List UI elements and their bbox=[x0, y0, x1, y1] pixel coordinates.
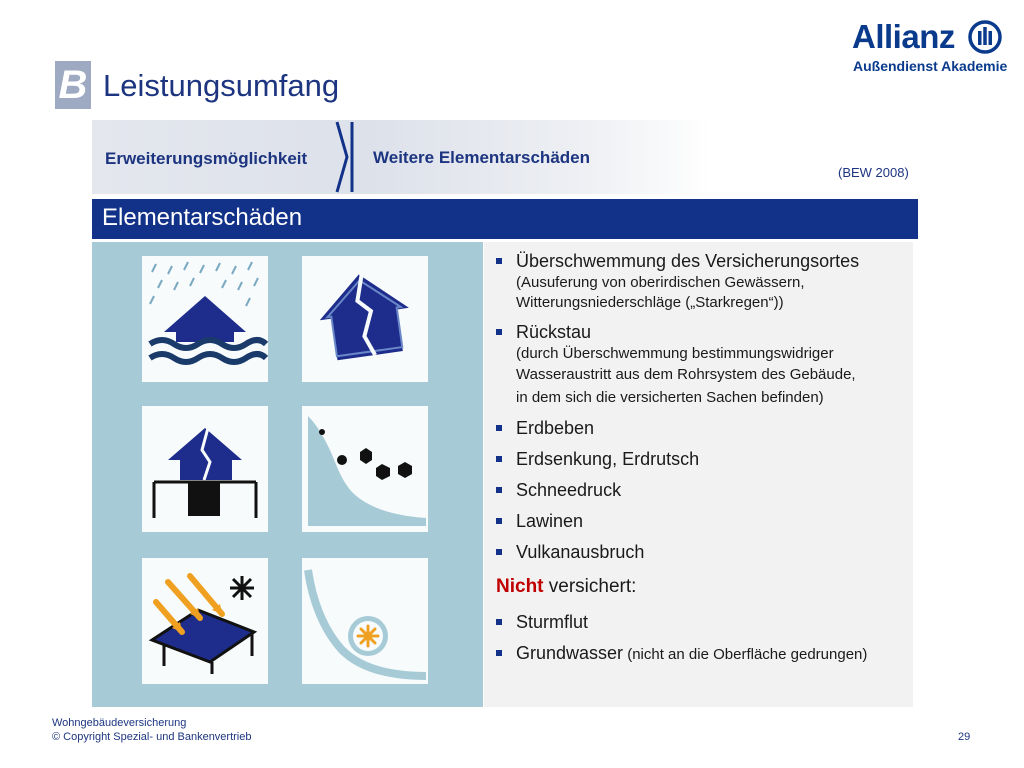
list-item-detail: in dem sich die versicherten Sachen befinden) bbox=[516, 389, 824, 406]
allianz-logo bbox=[852, 18, 1008, 78]
list-item: Lawinen bbox=[516, 511, 584, 531]
footer-title: Wohngebäudeversicherung bbox=[52, 717, 187, 729]
list-item: Rückstau bbox=[516, 322, 592, 342]
allianz-eagle-icon bbox=[968, 20, 1002, 54]
list-item-detail: (Ausuferung von oberirdischen Gewässern, bbox=[516, 274, 805, 291]
not-insured-suffix: versichert: bbox=[543, 576, 637, 597]
footer-copyright: © Copyright Spezial- und Bankenvertrieb bbox=[52, 731, 252, 743]
backflow-house-icon bbox=[142, 406, 268, 532]
list-item-label: Grundwasser bbox=[516, 643, 624, 663]
hazard-illustrations bbox=[92, 242, 483, 707]
logo-wordmark: Allianz bbox=[852, 18, 955, 55]
source-note: (BEW 2008) bbox=[838, 165, 909, 180]
not-insured-prefix: Nicht bbox=[496, 576, 544, 597]
breadcrumb-separator-icon bbox=[333, 120, 357, 194]
page-number: 29 bbox=[958, 731, 971, 743]
section-badge bbox=[55, 61, 91, 109]
section-badge-letter: B bbox=[58, 63, 88, 107]
flood-house-icon bbox=[142, 256, 268, 382]
page-title: Leistungsumfang bbox=[103, 68, 340, 103]
bullet-icon bbox=[496, 549, 502, 555]
list-item: Schneedruck bbox=[516, 480, 622, 500]
bullet-icon bbox=[496, 456, 502, 462]
bullet-icon bbox=[496, 425, 502, 431]
list-item: Erdbeben bbox=[516, 418, 595, 438]
not-insured-heading bbox=[496, 576, 636, 598]
snow-pressure-icon bbox=[142, 558, 268, 684]
list-item: Überschwemmung des Versicherungsortes bbox=[516, 251, 860, 271]
earthquake-house-icon bbox=[302, 256, 428, 382]
bullet-icon bbox=[496, 650, 502, 656]
list-item-detail: Witterungsniederschläge („Starkregen“)) bbox=[516, 294, 784, 311]
bullet-icon bbox=[496, 329, 502, 335]
list-item bbox=[516, 643, 867, 664]
list-item: Sturmflut bbox=[516, 612, 589, 632]
breadcrumb-level-1: Erweiterungsmöglichkeit bbox=[105, 149, 308, 168]
landslide-icon bbox=[302, 406, 428, 532]
section-title: Elementarschäden bbox=[102, 204, 303, 231]
list-item-detail: (durch Überschwemmung bestimmungswidriger bbox=[516, 345, 834, 362]
breadcrumb-level-2: Weitere Elementarschäden bbox=[373, 148, 590, 167]
list-item-note: (nicht an die Oberfläche gedrungen) bbox=[623, 646, 868, 663]
coverage-list-panel bbox=[484, 242, 913, 707]
bullet-icon bbox=[496, 487, 502, 493]
list-item: Vulkanausbruch bbox=[516, 542, 645, 562]
bullet-icon bbox=[496, 518, 502, 524]
section-header bbox=[92, 199, 918, 239]
avalanche-icon bbox=[302, 558, 428, 684]
list-item-detail: Wasseraustritt aus dem Rohrsystem des Gebäude, bbox=[516, 366, 856, 383]
list-item: Erdsenkung, Erdrutsch bbox=[516, 449, 700, 469]
bullet-icon bbox=[496, 619, 502, 625]
logo-subtitle: Außendienst Akademie bbox=[853, 58, 1008, 74]
bullet-icon bbox=[496, 258, 502, 264]
